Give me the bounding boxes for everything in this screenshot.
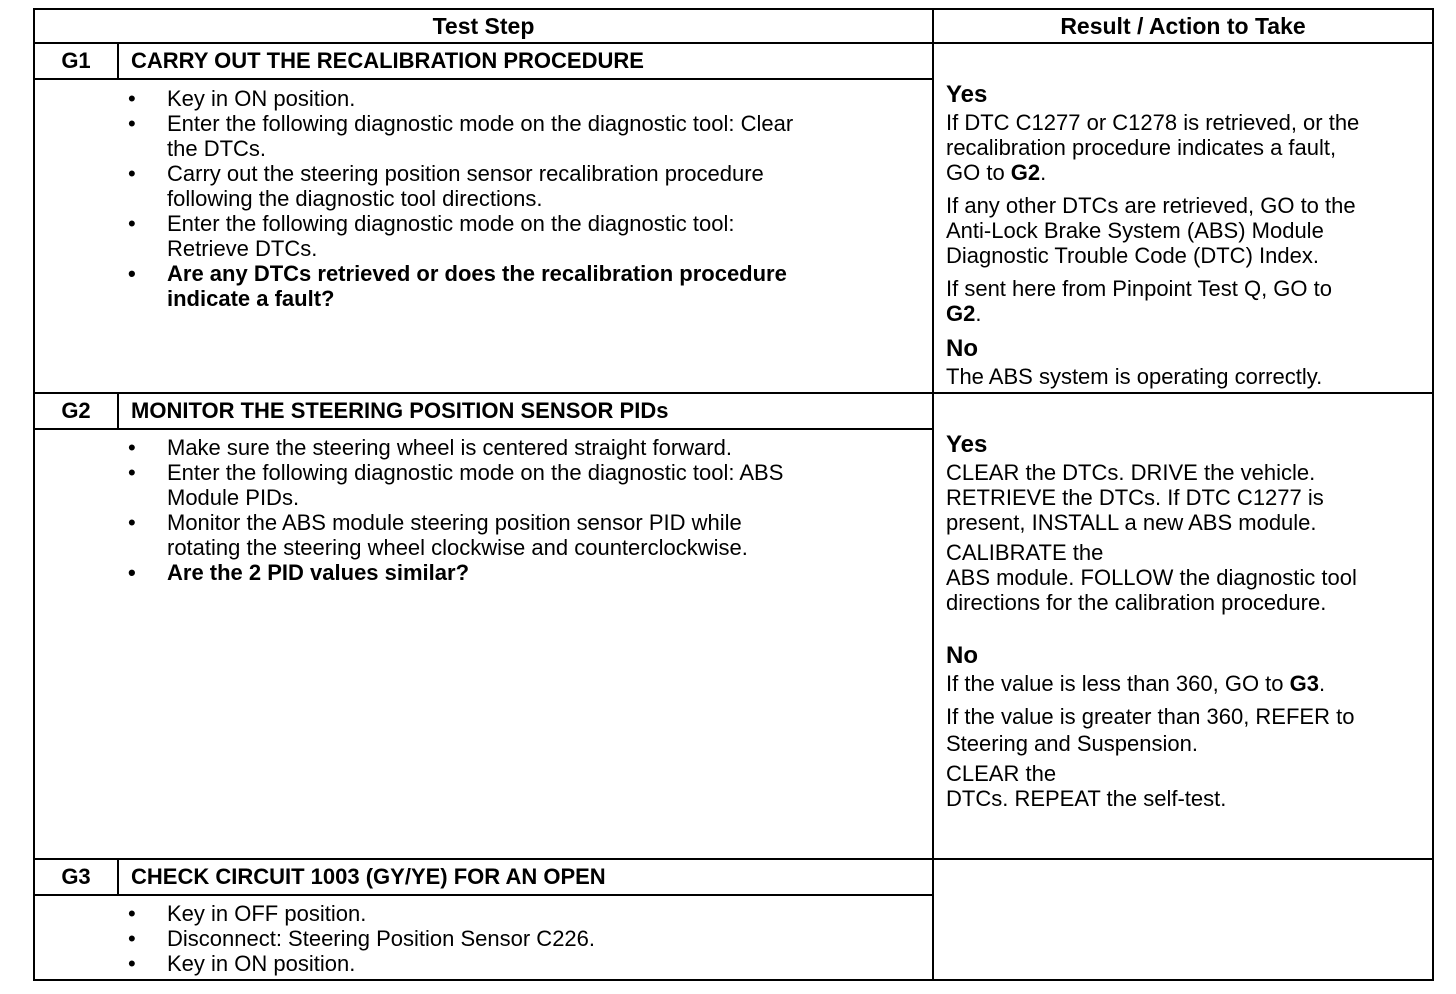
result-line: Anti-Lock Brake System (ABS) Module bbox=[946, 218, 1324, 243]
result-line: CLEAR the bbox=[946, 761, 1057, 786]
no-label: No bbox=[946, 642, 978, 669]
bullet: • bbox=[128, 926, 136, 951]
question-line: indicate a fault? bbox=[167, 286, 335, 311]
no-label: No bbox=[946, 335, 978, 362]
instruction-line: Carry out the steering position sensor recalibration procedure bbox=[167, 161, 764, 186]
bullet: • bbox=[128, 460, 136, 485]
step-id-cell bbox=[33, 392, 119, 430]
period: . bbox=[1040, 160, 1047, 185]
header-test-step: Test Step bbox=[432, 13, 535, 39]
result-line: recalibration procedure indicates a fault, bbox=[946, 135, 1337, 160]
result-line: CLEAR the DTCs. DRIVE the vehicle. bbox=[946, 460, 1316, 485]
diagnostic-table bbox=[33, 8, 1434, 981]
bullet: • bbox=[128, 510, 136, 535]
step-title-cell bbox=[117, 858, 934, 896]
result-line: RETRIEVE the DTCs. If DTC C1277 is bbox=[946, 485, 1324, 510]
instruction-line: rotating the steering wheel clockwise and counterclockwise. bbox=[167, 535, 748, 560]
yes-label: Yes bbox=[946, 431, 988, 458]
result-line: If the value is less than 360, GO to bbox=[946, 671, 1290, 696]
result-line: Diagnostic Trouble Code (DTC) Index. bbox=[946, 243, 1319, 268]
instruction-line: Retrieve DTCs. bbox=[167, 236, 318, 261]
bullet: • bbox=[128, 435, 136, 460]
step-id: G1 bbox=[61, 48, 91, 73]
goto-step-ref: G2 bbox=[946, 301, 976, 326]
header-result-action: Result / Action to Take bbox=[1060, 13, 1306, 39]
bullet: • bbox=[128, 951, 136, 976]
header-cell-result bbox=[932, 8, 1434, 44]
question-line: Are any DTCs retrieved or does the recalibration procedure bbox=[167, 261, 787, 286]
step-id: G2 bbox=[61, 398, 91, 423]
step-id-cell bbox=[33, 858, 119, 896]
result-line: DTCs. REPEAT the self-test. bbox=[946, 786, 1227, 811]
instruction-line: Key in ON position. bbox=[167, 86, 356, 111]
instruction-line: Enter the following diagnostic mode on the diagnostic tool: Clear bbox=[167, 111, 794, 136]
step-title: CHECK CIRCUIT 1003 (GY/YE) FOR AN OPEN bbox=[131, 864, 606, 889]
result-line: Steering and Suspension. bbox=[946, 731, 1198, 756]
result-line: GO to bbox=[946, 160, 1011, 185]
result-line: directions for the calibration procedure. bbox=[946, 590, 1327, 615]
result-line: If the value is greater than 360, REFER to bbox=[946, 704, 1355, 729]
instruction-line: Enter the following diagnostic mode on the diagnostic tool: ABS bbox=[167, 460, 784, 485]
question-line: Are the 2 PID values similar? bbox=[167, 560, 470, 585]
step-id: G3 bbox=[61, 864, 91, 889]
result-cell bbox=[932, 858, 1434, 981]
bullet: • bbox=[128, 111, 136, 136]
result-line: If sent here from Pinpoint Test Q, GO to bbox=[946, 276, 1332, 301]
yes-label: Yes bbox=[946, 81, 988, 108]
instruction-line: Key in OFF position. bbox=[167, 901, 367, 926]
bullet: • bbox=[128, 161, 136, 186]
period: . bbox=[975, 301, 982, 326]
header-cell-test-step bbox=[33, 8, 934, 44]
result-line: CALIBRATE the bbox=[946, 540, 1104, 565]
goto-step-ref: G2 bbox=[1010, 160, 1041, 185]
step-title: MONITOR THE STEERING POSITION SENSOR PIDs bbox=[131, 398, 669, 423]
step-title-cell bbox=[117, 42, 934, 80]
result-line: If DTC C1277 or C1278 is retrieved, or the bbox=[946, 110, 1360, 135]
bullet: • bbox=[128, 901, 136, 926]
goto-step-ref: G3 bbox=[1289, 671, 1319, 696]
instruction-line: Module PIDs. bbox=[167, 485, 300, 510]
instruction-line: Enter the following diagnostic mode on the diagnostic tool: bbox=[167, 211, 735, 236]
result-line: present, INSTALL a new ABS module. bbox=[946, 510, 1317, 535]
bullet: • bbox=[128, 560, 136, 585]
instruction-line: Monitor the ABS module steering position sensor PID while bbox=[167, 510, 742, 535]
bullet: • bbox=[128, 261, 136, 286]
period: . bbox=[1319, 671, 1326, 696]
instruction-line: following the diagnostic tool directions. bbox=[167, 186, 543, 211]
instruction-line: the DTCs. bbox=[167, 136, 267, 161]
step-id-cell bbox=[33, 42, 119, 80]
result-line: ABS module. FOLLOW the diagnostic tool bbox=[946, 565, 1357, 590]
instruction-line: Key in ON position. bbox=[167, 951, 356, 976]
instruction-line: Make sure the steering wheel is centered straight forward. bbox=[167, 435, 732, 460]
result-line: If any other DTCs are retrieved, GO to the bbox=[946, 193, 1356, 218]
bullet: • bbox=[128, 211, 136, 236]
bullet: • bbox=[128, 86, 136, 111]
step-title-cell bbox=[117, 392, 934, 430]
instruction-line: Disconnect: Steering Position Sensor C226. bbox=[167, 926, 596, 951]
result-line: The ABS system is operating correctly. bbox=[946, 364, 1323, 389]
step-title: CARRY OUT THE RECALIBRATION PROCEDURE bbox=[131, 48, 644, 73]
